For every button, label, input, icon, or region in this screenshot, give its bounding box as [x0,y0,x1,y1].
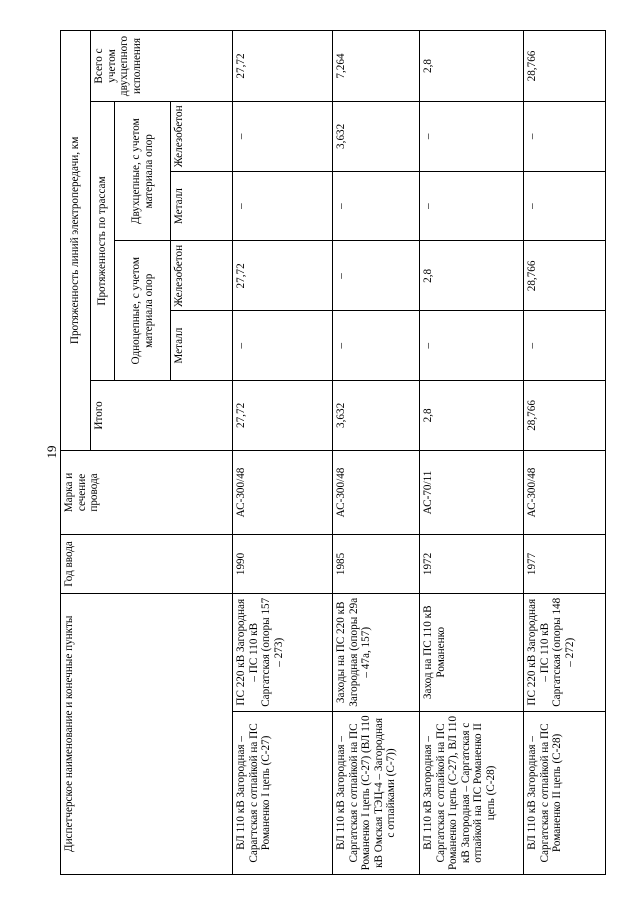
row-single-metal: – [420,311,524,381]
row-single-concrete: – [333,241,420,311]
header-dispatch-name: Диспетчерское наименование и конечные пункты [61,593,233,874]
row-total-double: 2,8 [420,31,524,102]
header-single-concrete: Железобетон [171,241,233,311]
header-single-metal: Металл [171,311,233,381]
row-total-double: 7,264 [333,31,420,102]
row-double-metal: – [333,171,420,241]
row-double-concrete: – [524,101,606,171]
header-route-group: Протяженность по трассам [91,101,115,380]
header-double-circuit: Двухцепные, с учетом материала опор [115,101,171,241]
header-total-double: Всего с учетом двухцепного исполнения [91,31,233,102]
row-year: 1985 [333,535,420,594]
row-double-metal: – [524,171,606,241]
row-year: 1977 [524,535,606,594]
row-total: 28,766 [524,381,606,451]
row-endpoints: ПС 220 кВ Загородная – ПС 110 кВ Саргатская (опоры 157 – 273) [233,593,333,711]
row-dispatch-name: ВЛ 110 кВ Загородная – Саргатская с отпайкой на ПС Романенко II цепь (С-28) [524,711,606,874]
row-wire: АС-70/11 [420,450,524,534]
row-double-metal: – [233,171,333,241]
row-year: 1972 [420,535,524,594]
row-endpoints: ПС 220 кВ Загородная – ПС 110 кВ Саргатская (опоры 148 – 272) [524,593,606,711]
row-double-concrete: 3,632 [333,101,420,171]
row-dispatch-name: ВЛ 110 кВ Загородная – Сарагтская с отпайкой на ПС Романенко I цепь (С-27) [233,711,333,874]
row-dispatch-name: ВЛ 110 кВ Загородная – Саргатская с отпайкой на ПС Романенко I цепь (С-27) (ВЛ 110 кВ Омская ТЭЦ-4 – Загородная с отпайками (С-7)) [333,711,420,874]
rotated-table-wrapper [60,30,605,875]
row-single-concrete: 2,8 [420,241,524,311]
header-single-circuit: Одноцепные, с учетом материала опор [115,241,171,381]
page-number: 19 [44,445,59,459]
table-row [333,31,420,875]
row-wire: АС-300/48 [333,450,420,534]
table-row [420,31,524,875]
row-double-concrete: – [233,101,333,171]
table-row [233,31,333,875]
row-total-double: 28,766 [524,31,606,102]
header-length-group: Протяженность линий электропередачи, км [61,31,91,451]
row-year: 1990 [233,535,333,594]
header-wire: Марка и сечение провода [61,450,233,534]
row-endpoints: Заход на ПС 110 кВ Романенко [420,593,524,711]
row-single-concrete: 28,766 [524,241,606,311]
row-total: 2,8 [420,381,524,451]
row-single-metal: – [524,311,606,381]
header-row-1 [61,31,91,875]
row-single-metal: – [233,311,333,381]
header-double-concrete: Железобетон [171,101,233,171]
row-single-concrete: 27,72 [233,241,333,311]
row-total-double: 27,72 [233,31,333,102]
row-total: 27,72 [233,381,333,451]
row-dispatch-name: ВЛ 110 кВ Загородная – Саргатская с отпайкой на ПС Романенко I цепь (С-27), ВЛ 110 кВ Загородная – Саргатская с отпайкой на ПС Романенко II цепь (С-28) [420,711,524,874]
row-single-metal: – [333,311,420,381]
table-row [524,31,606,875]
header-year: Год ввода [61,535,233,594]
row-endpoints: Заходы на ПС 220 кВ Загородная (опоры 29а – 47а, 157) [333,593,420,711]
row-wire: АС-300/48 [524,450,606,534]
row-total: 3,632 [333,381,420,451]
row-double-concrete: – [420,101,524,171]
row-wire: АС-300/48 [233,450,333,534]
row-double-metal: – [420,171,524,241]
power-lines-table [60,30,606,875]
header-double-metal: Металл [171,171,233,241]
header-total: Итого [91,381,233,451]
